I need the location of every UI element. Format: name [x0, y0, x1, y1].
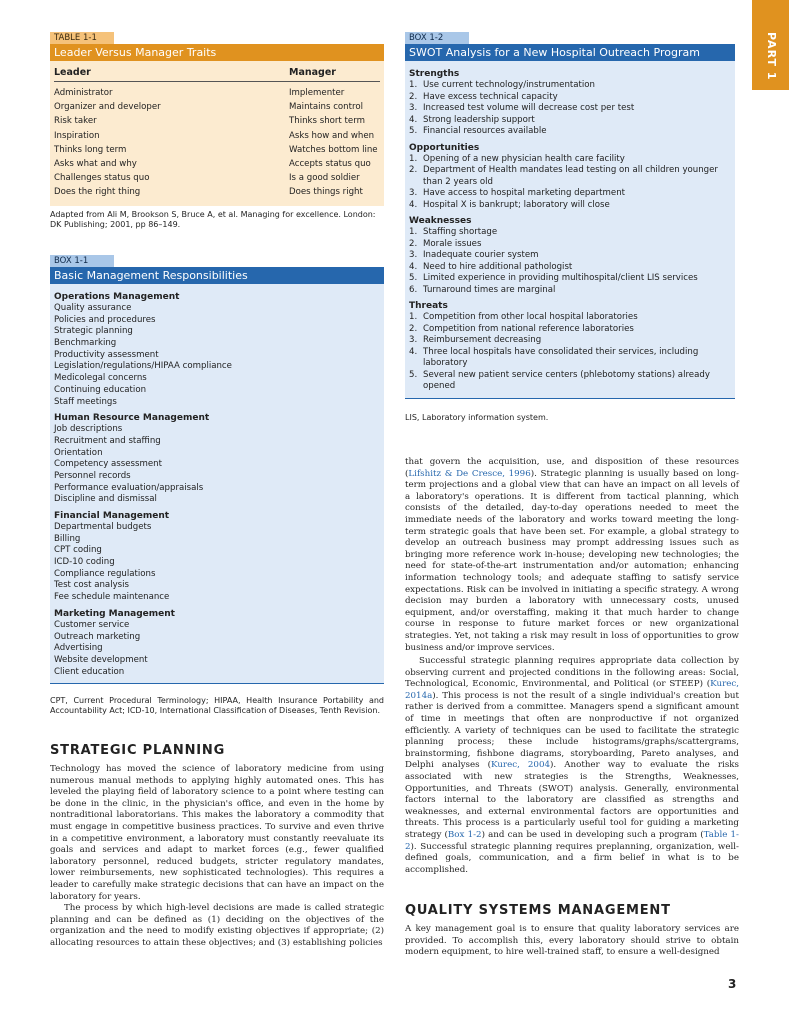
strategic-planning-continued [405, 457, 739, 876]
list-item [409, 126, 731, 138]
list-item: Customer service [54, 619, 130, 630]
list-item: Personnel records [54, 470, 131, 481]
list-item [409, 188, 731, 200]
item-text: Opening of a new physician health care facility [423, 153, 625, 164]
item-number: 4. [409, 114, 418, 125]
list-item [409, 103, 731, 115]
item-text: Competition from other local hospital laboratories [423, 312, 638, 322]
cell-manager: Accepts status quo [289, 158, 371, 169]
cell-leader: Challenges status quo [54, 173, 150, 184]
list-item [409, 312, 731, 324]
strategic-planning-text [50, 764, 384, 950]
box-body [50, 284, 384, 684]
cell-manager: Is a good soldier [289, 173, 360, 184]
item-text: Staffing shortage [423, 227, 498, 237]
box-tag: BOX 1-2 [405, 32, 469, 44]
box-1-2-note [405, 413, 548, 422]
list-item [409, 370, 731, 393]
section-heading: Opportunities [409, 142, 480, 153]
part-tab [752, 0, 789, 90]
list-item [409, 335, 731, 347]
list-item: Performance evaluation/appraisals [54, 482, 204, 493]
item-number: 5. [409, 273, 418, 283]
list-item: Policies and procedures [54, 314, 156, 325]
item-text: Morale issues [423, 238, 482, 249]
table-row [54, 100, 380, 114]
table-row [54, 157, 380, 171]
item-number: 2. [409, 91, 418, 102]
cell-manager: Implementer [289, 88, 345, 98]
text-run: ). Strategic planning is usually based on long-term projections and a global view that can have an impact on all levels of a laboratory's operations. It is different from tactical planning, which consists of the detailed, day-to-day operations needed to meet the immediate needs of the laboratory and works toward meeting the long-term strategic goals that have been set. For example, a global strategy to develop an outreach business may prompt addressing issues such as bringing more reference work in-house; developing new technologies; the need for state-of-the-art instrumentation and/or automation; enhancing information technology tools; and adequate staffing to satisfy service expectations. Risk can be involved in initiating a specific strategy. A wrong decision may burden a laboratory with unnecessary costs, unused equipment, and/or overstaffing, making it that much harder to change course in response to future market forces or new organizational strategies. Yet, not taking a risk may result in loss of opportunities to grow business and/or improve services. [405, 468, 739, 653]
heading-quality-systems: QUALITY SYSTEMS MANAGEMENT [405, 903, 671, 918]
cell-leader: Risk taker [54, 116, 97, 127]
item-number: 3. [409, 335, 418, 345]
table-1-1-note [50, 210, 384, 230]
box-body [405, 61, 735, 399]
table-row [54, 171, 380, 185]
section-heading: Strengths [409, 69, 460, 79]
list-item: Quality assurance [54, 303, 132, 313]
item-number: 1. [409, 312, 418, 322]
section-heading: Financial Management [54, 511, 170, 521]
citation-link[interactable]: Kurec, 2014a [405, 679, 739, 701]
cell-leader: Inspiration [54, 130, 100, 141]
list-item: CPT coding [54, 545, 102, 556]
list-item: Continuing education [54, 384, 147, 395]
item-text: Turnaround times are marginal [423, 284, 556, 295]
cell-leader: Thinks long term [54, 144, 127, 155]
item-number: 4. [409, 346, 418, 357]
box-1-1-note [50, 696, 384, 716]
item-number: 3. [409, 250, 418, 260]
section-heading: Operations Management [54, 292, 180, 302]
text-run: ). Another way to evaluate the risks associated with new strategies is the Strengths, Weaknesses, Opportunities, and Threats (SWOT) analysis. Generally, environmental factors internal to the laboratory are classified as strengths and weaknesses, and external environmental factors are opportunities and threats. This process is a particularly useful tool for guiding a marketing strategy ( [405, 760, 739, 840]
citation-link[interactable]: Kurec, 2004 [491, 760, 551, 771]
paragraph [405, 656, 739, 876]
item-text: Department of Health mandates lead testing on all children younger than 2 years old [423, 165, 718, 187]
box-tag: BOX 1-1 [50, 255, 114, 267]
list-item: Orientation [54, 447, 103, 458]
item-number: 3. [409, 188, 418, 198]
list-item: Job descriptions [54, 424, 123, 435]
list-item [409, 347, 731, 370]
list-item: Advertising [54, 643, 103, 654]
item-number: 1. [409, 80, 418, 90]
item-text: Several new patient service centers (phlebotomy stations) already opened [423, 369, 710, 391]
cell-leader: Does the right thing [54, 187, 141, 198]
quality-systems-text: A key management goal is to ensure that quality laboratory services are provided. To accomplish this, every laboratory should strive to obtain modern equipment, to hire well-trained staff, to ensure a well-designed [405, 924, 739, 958]
item-number: 2. [409, 165, 418, 175]
cell-leader: Administrator [54, 88, 113, 98]
list-item [409, 154, 731, 166]
box-1-2 [405, 32, 735, 399]
item-text: Three local hospitals have consolidated their services, including laboratory [423, 346, 699, 368]
item-text: Increased test volume will decrease cost per test [423, 103, 635, 113]
cell-manager: Thinks short term [289, 116, 365, 127]
box-note-text: CPT, Current Procedural Terminology; HIPAA, Health Insurance Portability and Accountability Act; ICD-10, International Classification of Diseases, Tenth Revision. [50, 696, 384, 715]
list-item [409, 262, 731, 274]
item-text: Need to hire additional pathologist [423, 261, 573, 272]
box-title: SWOT Analysis for a New Hospital Outreach Program [405, 44, 735, 61]
list-item: Fee schedule maintenance [54, 592, 170, 603]
list-item [409, 80, 731, 92]
list-item: Competency assessment [54, 459, 162, 470]
cell-manager: Watches bottom line [289, 144, 378, 155]
list-item [409, 250, 731, 262]
part-tab-label: PART 1 [765, 32, 778, 81]
table-row [54, 143, 380, 157]
list-item: Productivity assessment [54, 349, 159, 360]
paragraph [405, 457, 739, 654]
list-item: Recruitment and staffing [54, 435, 161, 446]
item-number: 6. [409, 284, 418, 295]
list-item: Compliance regulations [54, 568, 156, 579]
item-text: Limited experience in providing multihospital/client LIS services [423, 273, 698, 283]
item-text: Reimbursement decreasing [423, 335, 542, 345]
list-item: Strategic planning [54, 326, 133, 337]
box-link[interactable]: Box 1-2 [447, 830, 482, 840]
table-note-text: Adapted from Ali M, Brookson S, Bruce A, et al. Managing for excellence. London: DK Publishing; 2001, pp 86–149. [50, 210, 376, 229]
list-item: Test cost analysis [54, 580, 130, 591]
list-item [409, 92, 731, 104]
cell-leader: Organizer and developer [54, 102, 161, 113]
table-row [54, 185, 380, 199]
table-row [54, 129, 380, 143]
list-item: Billing [54, 533, 81, 544]
heading-strategic-planning: STRATEGIC PLANNING [50, 743, 226, 758]
header-manager: Manager [289, 67, 336, 78]
table-link[interactable]: Table 1-2 [405, 830, 739, 852]
list-item: Website development [54, 654, 148, 665]
citation-link[interactable]: Lifshitz & De Cresce, 1996 [408, 468, 531, 479]
cell-manager: Does things right [289, 187, 363, 198]
item-number: 5. [409, 369, 418, 380]
section-heading: Weaknesses [409, 216, 472, 226]
text-run: ) and can be used in developing such a program ( [481, 830, 704, 840]
item-number: 1. [409, 227, 418, 237]
box-title: Basic Management Responsibilities [50, 267, 384, 284]
text-run: ). This process is not the result of a single individual's creation but rather is derived from a committee. Managers spend a significant amount of time in meetings that often are nonproductive if not organized efficiently. A variety of techniques can be used to facilitate the strategic planning process; these include histograms/graphs/scattergrams, brainstorming, fishbone diagrams, storyboarding, Pareto analyses, and Delphi analyses ( [405, 690, 739, 771]
item-text: Hospital X is bankrupt; laboratory will close [423, 199, 610, 210]
item-text: Have access to hospital marketing department [423, 188, 626, 198]
section-heading: Human Resource Management [54, 413, 210, 424]
list-item [409, 273, 731, 285]
text-run: that govern the acquisition, use, and disposition of these resources ( [405, 457, 739, 479]
item-number: 2. [409, 238, 418, 249]
list-item [409, 227, 731, 239]
list-item [409, 165, 731, 188]
text-run: ). Successful strategic planning requires preplanning, organization, well-defined goals, communication, and a firm belief in what is to be accomplished. [405, 841, 739, 875]
list-item: Departmental budgets [54, 522, 152, 532]
item-text: Have excess technical capacity [423, 91, 558, 102]
table-tag: TABLE 1-1 [50, 32, 114, 44]
table-rows [54, 86, 380, 200]
paragraph: Technology has moved the science of laboratory medicine from using numerous manual methods to applying highly automated ones. This has leveled the playing field of laboratory science to a point where testing can be done in the clinic, in the physician's office, and even in the home by nontraditional laboratorians. This makes the laboratory a commodity that must engage in competitive business practices. To survive and even thrive in a competitive environment, a laboratory must constantly reevaluate its goals and services and adapt to market forces (e.g., fewer qualified laboratory personnel, reduced budgets, stricter regulatory mandates, lower reimbursements, new sophisticated technologies). This requires a leader to carefully make strategic decisions that can have an impact on the laboratory for years. [50, 764, 384, 902]
list-item: Legislation/regulations/HIPAA compliance [54, 361, 232, 372]
item-number: 5. [409, 126, 418, 136]
item-number: 3. [409, 103, 418, 113]
text-run: Successful strategic planning requires appropriate data collection by observing current and projected conditions in the following areas: Social, Technological, Economic, Environmental, and Political (or STEEP) ( [405, 656, 739, 690]
item-number: 4. [409, 199, 418, 210]
paragraph: The process by which high-level decisions are made is called strategic planning and can be defined as (1) deciding on the objectives of the organization and the need to modify existing objectives if appropriate; (2) allocating resources to attain these objectives; and (3) establishing policies [50, 903, 384, 948]
list-item [409, 324, 731, 336]
box-note-text: LIS, Laboratory information system. [405, 413, 549, 422]
list-item [409, 285, 731, 297]
box-1-1 [50, 255, 384, 684]
list-item: Medicolegal concerns [54, 373, 147, 384]
item-number: 1. [409, 153, 418, 164]
item-text: Use current technology/instrumentation [423, 80, 595, 90]
table-body [50, 61, 384, 206]
list-item: Discipline and dismissal [54, 494, 157, 505]
list-item [409, 115, 731, 127]
list-item [409, 200, 731, 212]
table-header-row [54, 65, 380, 82]
header-leader: Leader [54, 67, 91, 78]
item-number: 2. [409, 323, 418, 334]
list-item: Benchmarking [54, 338, 117, 349]
cell-manager: Asks how and when [289, 130, 375, 141]
table-1-1 [50, 32, 384, 206]
table-row [54, 114, 380, 128]
list-item [409, 239, 731, 251]
item-text: Competition from national reference laboratories [423, 323, 634, 334]
list-item: Client education [54, 666, 125, 677]
item-text: Strong leadership support [423, 114, 535, 125]
list-item: Outreach marketing [54, 631, 141, 642]
page-number: 3 [728, 977, 737, 991]
item-number: 4. [409, 261, 418, 272]
cell-manager: Maintains control [289, 102, 363, 113]
section-heading: Marketing Management [54, 608, 175, 619]
cell-leader: Asks what and why [54, 158, 137, 169]
list-item: ICD-10 coding [54, 557, 115, 568]
list-item: Staff meetings [54, 396, 117, 407]
section-heading: Threats [409, 301, 448, 311]
item-text: Financial resources available [423, 126, 547, 136]
table-row [54, 86, 380, 100]
item-text: Inadequate courier system [423, 250, 539, 260]
table-title: Leader Versus Manager Traits [50, 44, 384, 61]
